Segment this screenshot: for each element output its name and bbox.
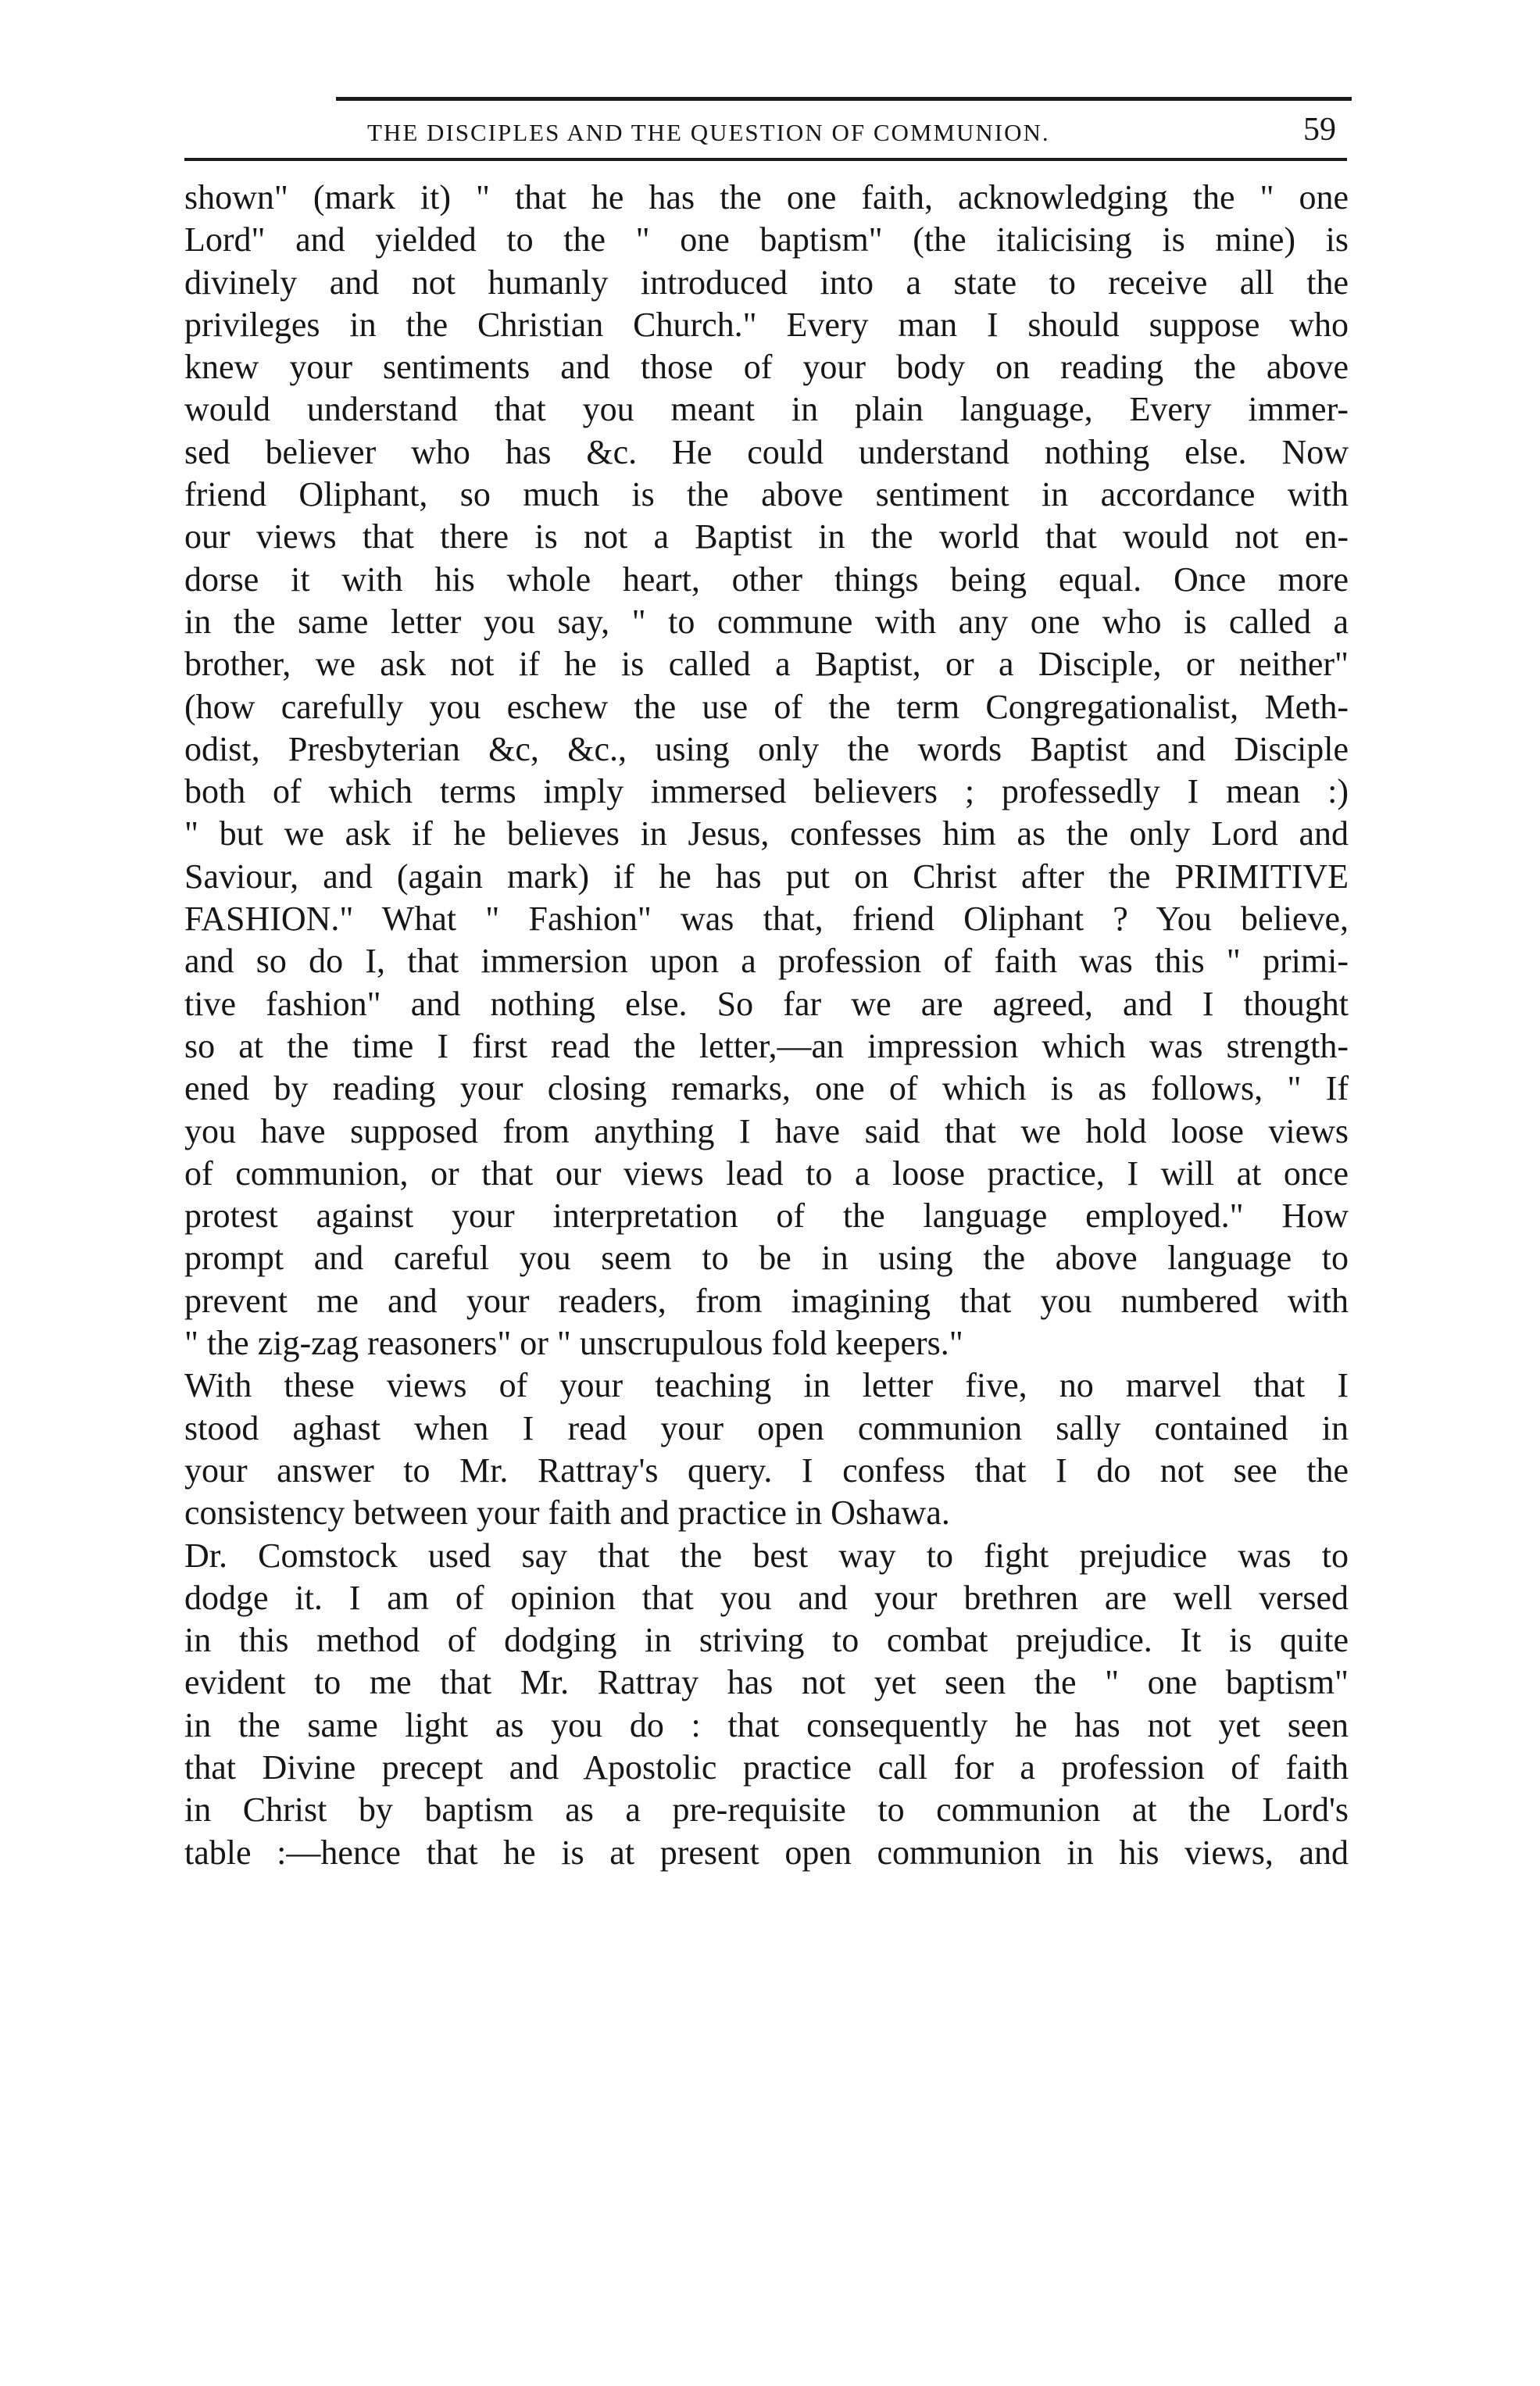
text-line: (how carefully you eschew the use of the term Congregationalist, Meth-	[184, 687, 1349, 726]
header-rule	[184, 158, 1347, 161]
running-head	[367, 112, 1336, 150]
text-line: evident to me that Mr. Rattray has not yet seen the " one baptism"	[184, 1663, 1349, 1702]
text-line: sed believer who has &c. He could understand nothing else. Now	[184, 432, 1349, 471]
text-line: consistency between your faith and practice in Oshawa.	[184, 1493, 950, 1533]
text-line: of communion, or that our views lead to a loose practice, I will at once	[184, 1154, 1349, 1193]
text-line: Dr. Comstock used say that the best way to fight prejudice was to	[184, 1536, 1349, 1575]
text-line: you have supposed from anything I have said that we hold loose views	[184, 1111, 1349, 1150]
text-line: With these views of your teaching in letter five, no marvel that I	[184, 1366, 1349, 1405]
text-line: prompt and careful you seem to be in using the above language to	[184, 1239, 1349, 1278]
text-line: your answer to Mr. Rattray's query. I confess that I do not see the	[184, 1451, 1349, 1490]
page-number: 59	[1303, 112, 1336, 148]
text-line: dorse it with his whole heart, other things being equal. Once more	[184, 560, 1349, 599]
text-line: stood aghast when I read your open communion sally contained in	[184, 1408, 1349, 1447]
text-line: odist, Presbyterian &c, &c., using only the words Baptist and Disciple	[184, 729, 1349, 768]
text-line: in the same light as you do : that consequently he has not yet seen	[184, 1705, 1349, 1744]
text-line: " the zig-zag reasoners" or " unscrupulous fold keepers."	[184, 1324, 963, 1363]
text-line: friend Oliphant, so much is the above sentiment in accordance with	[184, 475, 1349, 514]
text-line: both of which terms imply immersed believers ; professedly I mean :)	[184, 772, 1349, 811]
text-line: Lord" and yielded to the " one baptism" (the italicising is mine) is	[184, 220, 1349, 259]
text-line: protest against your interpretation of the language employed." How	[184, 1197, 1349, 1236]
text-line: so at the time I first read the letter,—an impression which was strength-	[184, 1026, 1349, 1065]
text-line: that Divine precept and Apostolic practice call for a profession of faith	[184, 1747, 1349, 1787]
text-line: our views that there is not a Baptist in the world that would not en-	[184, 517, 1349, 556]
text-line: would understand that you meant in plain language, Every immer-	[184, 390, 1349, 429]
text-line: tive fashion" and nothing else. So far we are agreed, and I thought	[184, 984, 1349, 1023]
text-line: in Christ by baptism as a pre-requisite to communion at the Lord's	[184, 1790, 1349, 1830]
text-line: divinely and not humanly introduced into a state to receive all the	[184, 263, 1349, 302]
text-line: and so do I, that immersion upon a profession of faith was this " primi-	[184, 942, 1349, 981]
running-title: THE DISCIPLES AND THE QUESTION OF COMMUNION.	[367, 119, 1050, 146]
text-line: prevent me and your readers, from imagining that you numbered with	[184, 1281, 1349, 1320]
text-line: " but we ask if he believes in Jesus, confesses him as the only Lord and	[184, 814, 1349, 853]
text-line: dodge it. I am of opinion that you and your brethren are well versed	[184, 1578, 1349, 1617]
body-text	[184, 177, 1349, 1874]
text-line: table :—hence that he is at present open communion in his views, and	[184, 1833, 1349, 1872]
text-line: in this method of dodging in striving to combat prejudice. It is quite	[184, 1621, 1349, 1660]
text-line: Saviour, and (again mark) if he has put on Christ after the PRIMITIVE	[184, 857, 1349, 896]
text-line: ened by reading your closing remarks, one of which is as follows, " If	[184, 1069, 1349, 1108]
text-line: privileges in the Christian Church." Every man I should suppose who	[184, 305, 1349, 344]
text-line: brother, we ask not if he is called a Baptist, or a Disciple, or neither"	[184, 645, 1349, 684]
top-rule	[336, 97, 1352, 101]
text-line: FASHION." What " Fashion" was that, friend Oliphant ? You believe,	[184, 900, 1349, 939]
text-line: in the same letter you say, " to commune with any one who is called a	[184, 602, 1349, 641]
text-line: shown" (mark it) " that he has the one faith, acknowledging the " one	[184, 178, 1349, 216]
text-line: knew your sentiments and those of your body on reading the above	[184, 348, 1349, 387]
